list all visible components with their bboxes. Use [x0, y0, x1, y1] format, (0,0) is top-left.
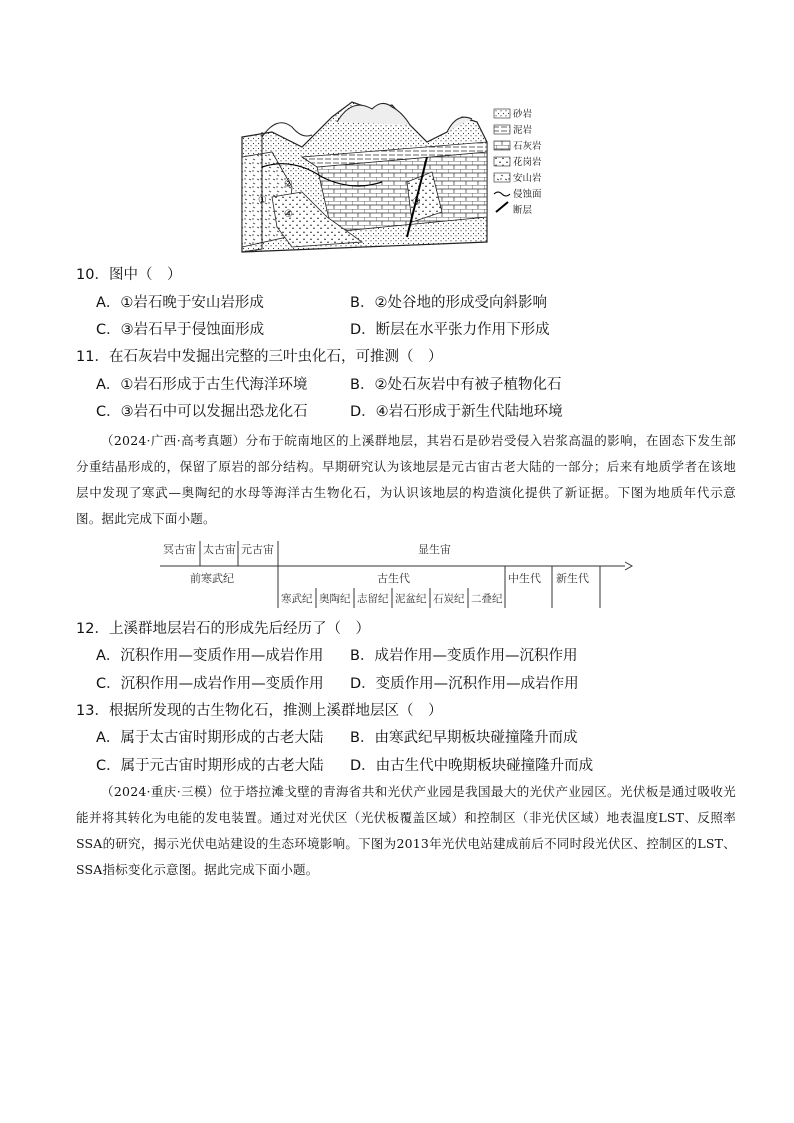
question-10-stem: 10．图中（ ）	[76, 267, 182, 283]
period-ordovician: 奥陶纪	[319, 593, 351, 605]
legend-limestone: 石灰岩	[513, 141, 542, 152]
marker-1: ①	[258, 195, 267, 206]
question-11-option-b[interactable]: B．②处石灰岩中有被子植物化石	[350, 377, 562, 393]
legend-andesite: 安山岩	[513, 173, 542, 184]
legend-mudstone: 泥岩	[513, 125, 533, 136]
eon-archean: 太古宙	[203, 543, 236, 556]
legend-sandstone: 砂岩	[513, 109, 533, 120]
era-mesozoic: 中生代	[508, 572, 541, 585]
period-cambrian: 寒武纪	[281, 593, 313, 605]
geologic-time-chart	[160, 536, 640, 616]
era-cenozoic: 新生代	[556, 572, 589, 585]
era-paleozoic: 古生代	[377, 572, 410, 585]
period-permian: 二叠纪	[471, 593, 503, 605]
question-13-option-a[interactable]: A．属于太古宙时期形成的古老大陆	[96, 730, 324, 746]
passage-photovoltaic-park: （2024·重庆·三模）位于塔拉滩戈壁的青海省共和光伏产业园是我国最大的光伏产业园区。光伏板是通过吸收光能并将其转化为电能的发电装置。通过对光伏区（光伏板覆盖区域）和控制区（非光伏区域）地表温度LST、反照率SSA的研究，揭示光伏电站建设的生态环境影响。下图为2013年光伏电站建成前后不同时段光伏区、控制区的LST、SSA指标变化示意图。据此完成下面小题。	[76, 784, 736, 877]
question-13-option-b[interactable]: B．由寒武纪早期板块碰撞隆升而成	[350, 730, 578, 746]
period-carboniferous: 石炭纪	[433, 593, 465, 605]
legend-erosion-surface: 侵蚀面	[513, 189, 542, 200]
passage-shangxi-group: （2024·广西·高考真题）分布于皖南地区的上溪群地层，其岩石是砂岩受侵入岩浆高温的影响，在固态下发生部分重结晶形成的，保留了原岩的部分结构。早期研究认为该地层是元古宙古老大陆的一部分；后来有地质学者在该地层中发现了寒武—奥陶纪的水母等海洋古生物化石，为认识该地层的构造演化提供了新证据。下图为地质年代示意图。据此完成下面小题。	[76, 433, 736, 526]
legend-granite: 花岗岩	[513, 157, 542, 168]
eon-proterozoic: 元古宙	[241, 543, 274, 556]
marker-4: ④	[284, 209, 293, 220]
question-13-option-d[interactable]: D．由古生代中晚期板块碰撞隆升而成	[350, 758, 594, 774]
legend	[494, 108, 542, 216]
question-10-option-d[interactable]: D．断层在水平张力作用下形成	[350, 322, 550, 338]
question-10-option-b[interactable]: B．②处谷地的形成受向斜影响	[350, 295, 547, 311]
eon-hadean: 冥古宙	[163, 543, 196, 556]
question-12-stem: 12．上溪群地层岩石的形成先后经历了（ ）	[76, 621, 370, 637]
era-precambrian: 前寒武纪	[190, 572, 234, 585]
question-11-option-a[interactable]: A．①岩石形成于古生代海洋环境	[96, 377, 308, 393]
question-12-option-d[interactable]: D．变质作用—沉积作用—成岩作用	[350, 676, 579, 692]
period-silurian: 志留纪	[357, 593, 389, 605]
question-10-option-c[interactable]: C．③岩石早于侵蚀面形成	[96, 322, 265, 338]
question-12-option-c[interactable]: C．沉积作用—成岩作用—变质作用	[96, 676, 324, 692]
legend-fault: 断层	[513, 205, 533, 216]
question-11-stem: 11．在石灰岩中发掘出完整的三叶虫化石，可推测（ ）	[76, 349, 443, 365]
question-12-option-a[interactable]: A．沉积作用—变质作用—成岩作用	[96, 648, 324, 664]
question-10-option-a[interactable]: A．①岩石晚于安山岩形成	[96, 295, 264, 311]
geology-block-diagram	[232, 97, 558, 257]
question-11-option-c[interactable]: C．③岩石中可以发掘出恐龙化石	[96, 404, 308, 420]
question-11-option-d[interactable]: D．④岩石形成于新生代陆地环境	[350, 404, 563, 420]
period-devonian: 泥盆纪	[395, 593, 427, 605]
eon-phanerozoic: 显生宙	[418, 543, 451, 556]
marker-3: ③	[412, 197, 421, 208]
question-12-option-b[interactable]: B．成岩作用—变质作用—沉积作用	[350, 648, 578, 664]
marker-2: ②	[284, 179, 293, 190]
question-13-option-c[interactable]: C．属于元古宙时期形成的古老大陆	[96, 758, 324, 774]
question-13-stem: 13．根据所发现的古生物化石，推测上溪群地层区（ ）	[76, 703, 443, 719]
